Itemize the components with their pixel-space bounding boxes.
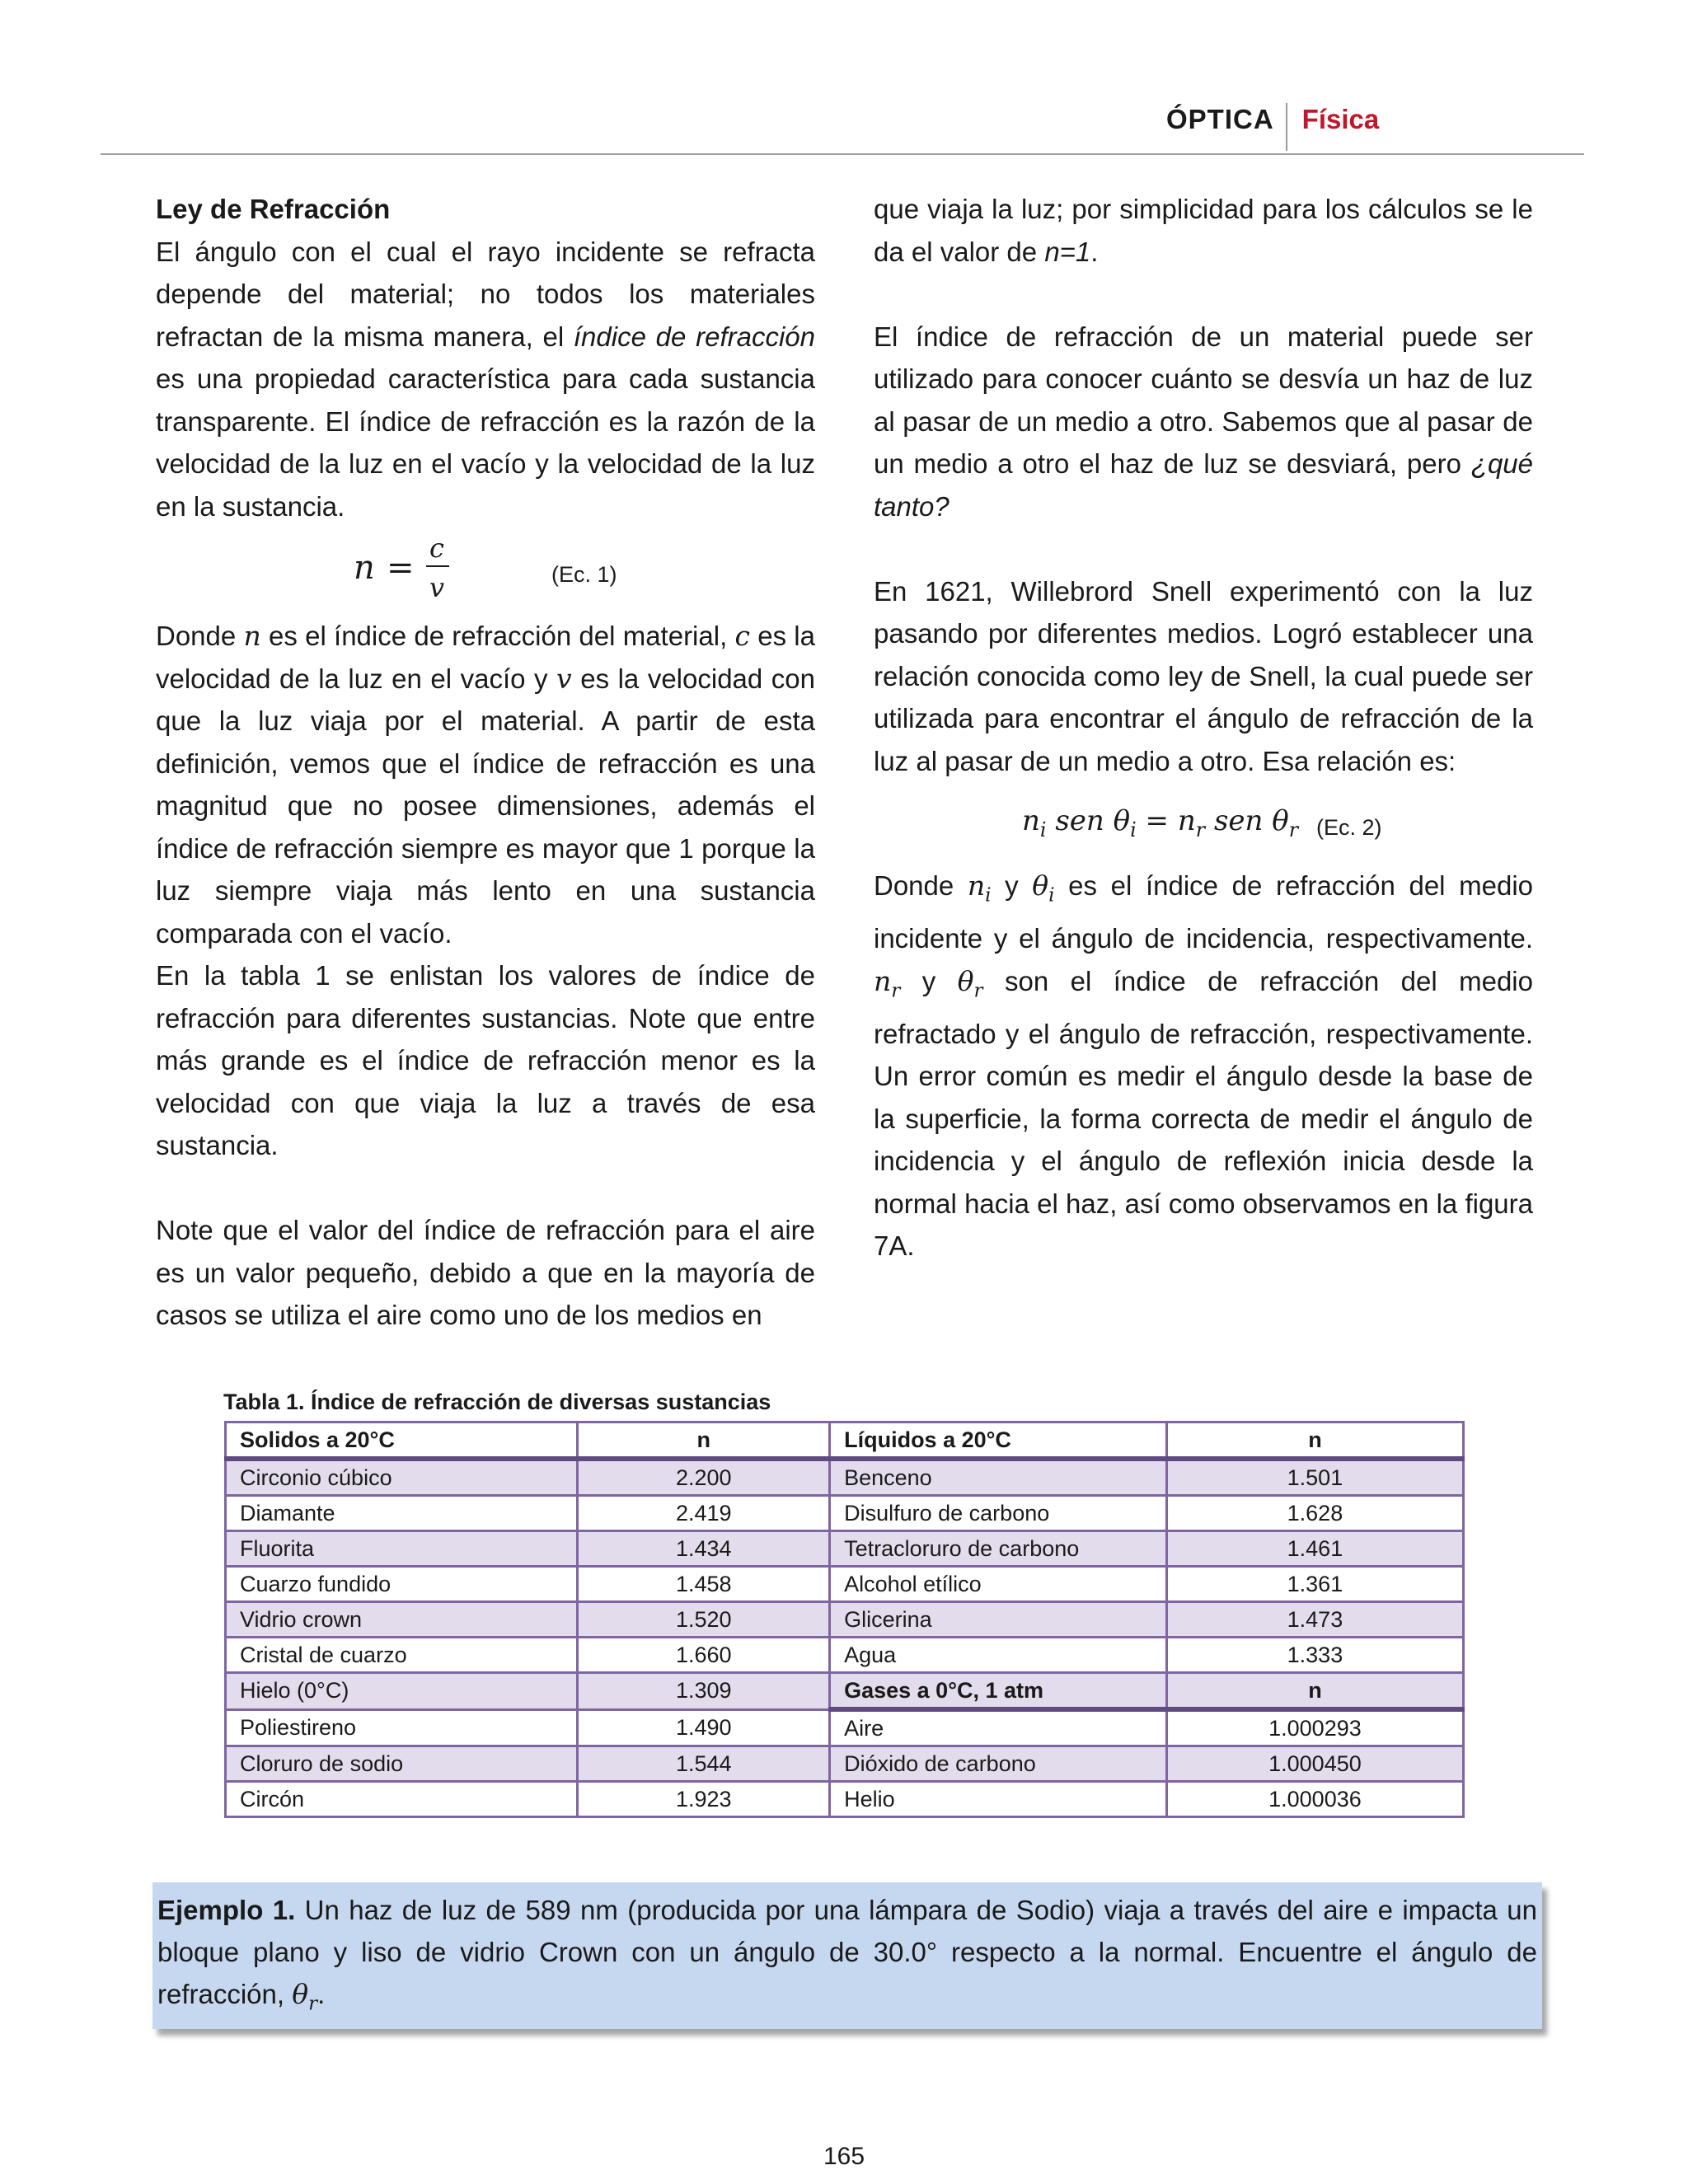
paragraph-deviation: El índice de refracción de un material puede ser utilizado para conocer cuánto se desvía un haz de luz al pasar de un medio a otro. Sabemos que al pasar de un medio a otro el haz de luz se desviará, pero ¿qué tanto? [874, 321, 1533, 522]
table-cell: 1.000036 [1166, 1782, 1463, 1817]
example-label: Ejemplo 1. [157, 1895, 296, 1925]
table-cell: n [578, 1422, 830, 1460]
table-row [226, 1709, 1464, 1746]
table-cell: Solidos a 20°C [226, 1422, 578, 1460]
equation-1-label: (Ec. 1) [551, 562, 617, 587]
table-cell: 1.520 [578, 1602, 830, 1638]
table-row [226, 1531, 1464, 1567]
table-cell: 1.544 [578, 1746, 830, 1782]
table-cell: Tetracloruro de carbono [830, 1531, 1167, 1567]
table-cell: Fluorita [226, 1531, 578, 1567]
table-cell: Líquidos a 20°C [830, 1422, 1167, 1460]
table-cell: n [1166, 1422, 1463, 1460]
table-cell: Alcohol etílico [830, 1567, 1167, 1602]
section-title: Ley de Refracción [156, 194, 391, 224]
table-cell: 1.461 [1166, 1531, 1463, 1567]
table-cell: Vidrio crown [226, 1602, 578, 1638]
table-cell: 1.000450 [1166, 1746, 1463, 1782]
example-box: Ejemplo 1. Un haz de luz de 589 nm (producida por una lámpara de Sodio) viaja a través del aire e impacta un bloque plano y liso de vidrio Crown con un ángulo de 30.0° respecto a la normal. Encuentre el ángulo de refracción, $\theta_r$. [152, 1882, 1542, 2029]
table-cell: Gases a 0°C, 1 atm [830, 1673, 1167, 1710]
paragraph-air: Note que el valor del índice de refracción para el aire es un valor pequeño, debido a que en la mayoría de casos se utiliza el aire como uno de los medios en [156, 1215, 815, 1330]
table-cell: Cristal de cuarzo [226, 1638, 578, 1673]
table-row [226, 1782, 1464, 1817]
table-cell: Poliestireno [226, 1709, 578, 1746]
table-cell: Circonio cúbico [226, 1459, 578, 1496]
paragraph-variables: Donde n es el índice de refracción del material, c es la velocidad de la luz en el vacío y v es la velocidad con que la luz viaja por el material. A partir de esta definición, vemos que el índice de refracción es una magnitud que no posee dimensiones, además el índice de refracción siempre es mayor que 1 porque la luz siempre viaja más lento en una sustancia comparada con el vacío. [156, 620, 815, 949]
table-cell: 1.309 [578, 1673, 830, 1710]
table-cell: Dióxido de carbono [830, 1746, 1167, 1782]
table-cell: Helio [830, 1782, 1167, 1817]
table-cell: Glicerina [830, 1602, 1167, 1638]
table-header-row [226, 1422, 1464, 1460]
table-cell: 1.333 [1166, 1638, 1463, 1673]
table-cell: Benceno [830, 1459, 1167, 1496]
equation-1: n = c v (Ec. 1) [354, 532, 617, 603]
paragraph-air-cont: que viaja la luz; por simplicidad para los cálculos se le da el valor de n=1. [874, 194, 1533, 267]
right-column [874, 188, 1533, 1268]
example-text: Un haz de luz de 589 nm (producida por una lámpara de Sodio) viaja a través del aire e impacta un bloque plano y liso de vidrio Crown con un ángulo de 30.0° respecto a la normal. Encuentre el ángulo de refracción, [157, 1895, 1537, 2009]
table-cell: 1.458 [578, 1567, 830, 1602]
table-cell: 1.628 [1166, 1496, 1463, 1531]
table-cell: 1.000293 [1166, 1709, 1463, 1746]
table-caption: Tabla 1. Índice de refracción de diversas sustancias [223, 1390, 771, 1414]
table-row [226, 1638, 1464, 1673]
table-cell: 1.660 [578, 1638, 830, 1673]
table-row [226, 1746, 1464, 1782]
page-number: 165 [823, 2143, 865, 2170]
table-cell: 1.923 [578, 1782, 830, 1817]
left-column [156, 188, 815, 1337]
table-row [226, 1567, 1464, 1602]
header-rule [101, 153, 1584, 155]
equation-2-label: (Ec. 2) [1316, 815, 1382, 840]
equation-2: $n_i$ sen $\theta_i = n_r$ sen $\theta_r$ (Ec. 2) [874, 782, 1533, 865]
table-cell: 1.501 [1166, 1459, 1463, 1496]
table-row [226, 1496, 1464, 1531]
refraction-table [224, 1421, 1465, 1818]
table-cell: 1.473 [1166, 1602, 1463, 1638]
paragraph-snell-vars: Donde $n_i$ y $\theta_i$ es el índice de refracción del medio incidente y el ángulo de incidencia, respectivamente. $n_r$ y $\theta_r$ son el índice de refracción del medio refractado y el ángulo de refracción, respectivamente. Un error común es medir el ángulo desde la base de la superficie, la forma correcta de medir el ángulo de incidencia y el ángulo de reflexión inicia desde la normal hacia el haz, así como observamos en la figura 7A. [874, 869, 1533, 1262]
table-row [226, 1673, 1464, 1710]
table-cell: 1.434 [578, 1531, 830, 1567]
table-cell: 2.200 [578, 1459, 830, 1496]
table-cell: Circón [226, 1782, 578, 1817]
table-cell: Disulfuro de carbono [830, 1496, 1167, 1531]
table-cell: Cloruro de sodio [226, 1746, 578, 1782]
header-subject: Física [1301, 104, 1380, 134]
running-header [1166, 103, 1379, 148]
table-cell: 1.361 [1166, 1567, 1463, 1602]
table-cell: 1.490 [578, 1709, 830, 1746]
table-row [226, 1459, 1464, 1496]
table-cell: 2.419 [578, 1496, 830, 1531]
header-section: ÓPTICA [1166, 103, 1287, 151]
table-cell: Aire [830, 1709, 1167, 1746]
table-cell: Hielo (0°C) [226, 1673, 578, 1710]
table-cell: n [1166, 1673, 1463, 1710]
table-cell: Cuarzo fundido [226, 1567, 578, 1602]
paragraph-table-ref: En la tabla 1 se enlistan los valores de índice de refracción para diferentes sustancias. Note que entre más grande es el índice de refracción menor es la velocidad con que viaja la luz a través de esa sustancia. [156, 960, 815, 1160]
table-row [226, 1602, 1464, 1638]
paragraph-definition: El ángulo con el cual el rayo incidente se refracta depende del material; no todos los materiales refractan de la misma manera, el índice de refracción es una propiedad característica para cada sustancia transparente. El índice de refracción es la razón de la velocidad de la luz en el vacío y la velocidad de la luz en la sustancia. [156, 236, 815, 522]
paragraph-snell: En 1621, Willebrord Snell experimentó con la luz pasando por diferentes medios. Logró establecer una relación conocida como ley de Snell, la cual puede ser utilizada para encontrar el ángulo de refracción de la luz al pasar de un medio a otro. Esa relación es: [874, 575, 1533, 776]
table-cell: Agua [830, 1638, 1167, 1673]
table-cell: Diamante [226, 1496, 578, 1531]
